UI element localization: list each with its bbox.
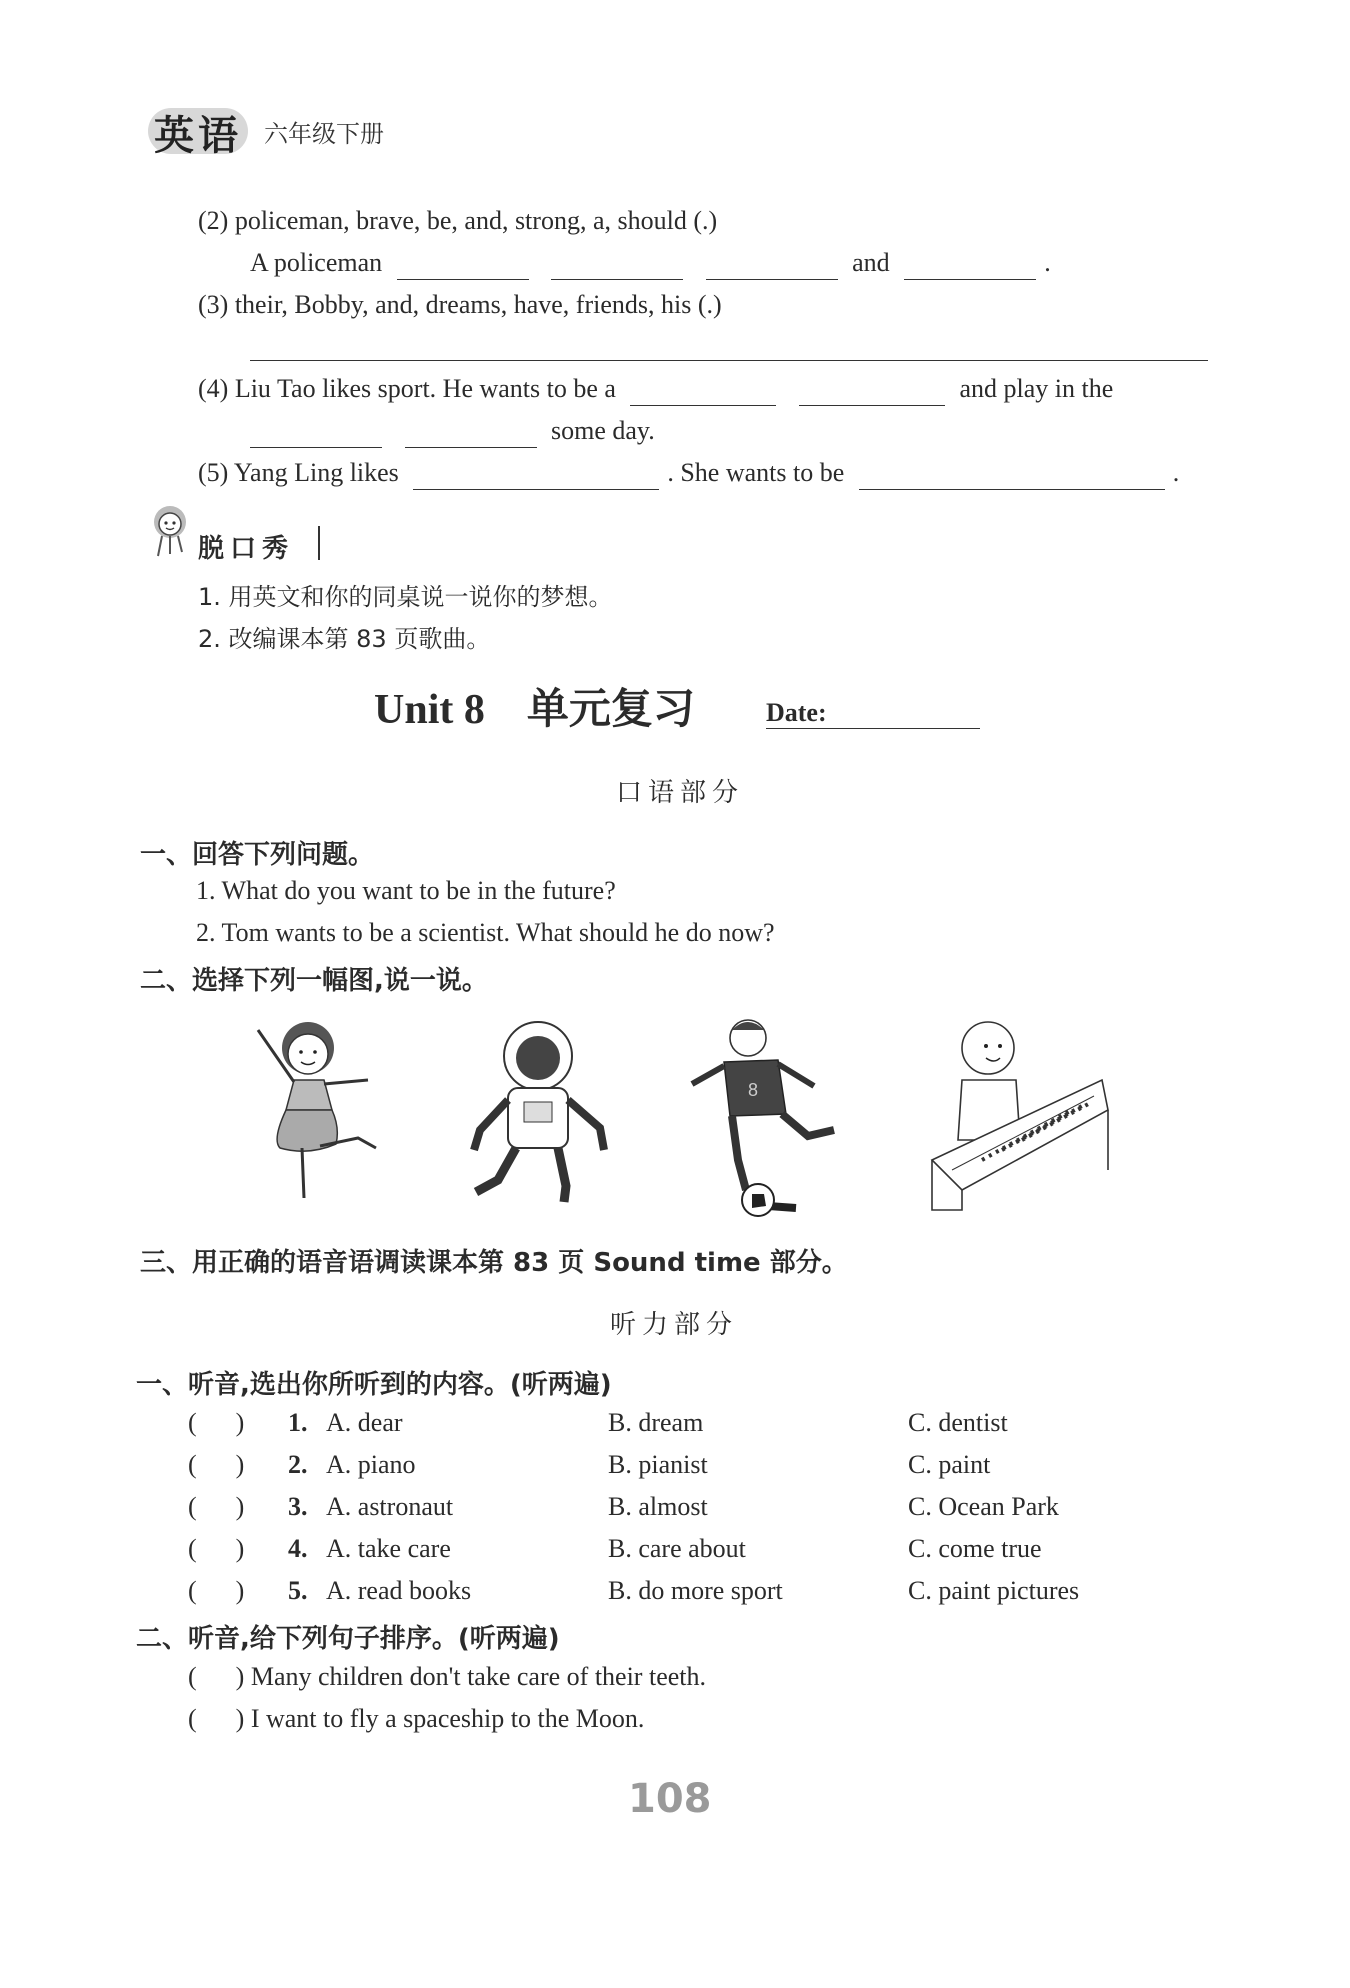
q5-label: (5) bbox=[198, 458, 229, 487]
talk-show-item-2: 2. 改编课本第 83 页歌曲。 bbox=[198, 625, 491, 653]
choice-number: 2. bbox=[288, 1450, 308, 1479]
ordering-sentence bbox=[188, 1660, 706, 1694]
option-c: C. paint bbox=[908, 1450, 991, 1479]
answer-paren[interactable]: ( ) bbox=[188, 1492, 245, 1521]
q5-end: . bbox=[1172, 458, 1180, 487]
choice-number: 1. bbox=[288, 1408, 308, 1437]
answer-blank[interactable] bbox=[904, 253, 1036, 280]
answer-blank[interactable] bbox=[551, 253, 683, 280]
choice-number: 4. bbox=[288, 1534, 308, 1563]
answer-blank[interactable] bbox=[706, 253, 838, 280]
option-a: A. dear bbox=[326, 1408, 403, 1437]
answer-paren[interactable]: ( ) bbox=[188, 1534, 245, 1563]
option-a: A. astronaut bbox=[326, 1492, 454, 1521]
talk-show-item-1: 1. 用英文和你的同桌说一说你的梦想。 bbox=[198, 583, 613, 611]
q2-label: (2) bbox=[198, 206, 229, 235]
option-a: A. take care bbox=[326, 1534, 451, 1563]
answer-paren[interactable]: ( ) bbox=[188, 1576, 245, 1605]
option-b: B. do more sport bbox=[608, 1576, 783, 1605]
order-paren[interactable]: ( ) bbox=[188, 1704, 245, 1733]
oral-section-1-title: 一、回答下列问题。 bbox=[140, 840, 375, 870]
choice-row bbox=[188, 1490, 1128, 1526]
answer-blank[interactable] bbox=[413, 463, 659, 490]
header-subject: 英语 bbox=[154, 113, 242, 159]
q3-words: their, Bobby, and, dreams, have, friends, his (.) bbox=[234, 290, 722, 319]
q4-end: some day. bbox=[551, 416, 655, 445]
header-grade: 六年级下册 bbox=[264, 120, 384, 148]
oral-section-3-title: 三、用正确的语音语调读课本第 83 页 Sound time 部分。 bbox=[140, 1248, 848, 1278]
q3-label: (3) bbox=[198, 290, 229, 319]
svg-text:8: 8 bbox=[748, 1080, 759, 1100]
football-player-picture[interactable] bbox=[686, 1010, 846, 1220]
q2-and: and bbox=[852, 248, 890, 277]
answer-blank[interactable] bbox=[405, 421, 537, 448]
unit-title: Unit 8 单元复习 bbox=[374, 687, 695, 733]
question-3 bbox=[198, 288, 722, 322]
answer-blank[interactable] bbox=[859, 463, 1165, 490]
answer-blank[interactable] bbox=[630, 379, 776, 406]
page-number: 108 bbox=[628, 1776, 712, 1822]
option-c: C. dentist bbox=[908, 1408, 1008, 1437]
q3-answer-line[interactable] bbox=[250, 360, 1208, 361]
astronaut-picture[interactable] bbox=[452, 1010, 622, 1210]
listening-section-2-title: 二、听音,给下列句子排序。(听两遍) bbox=[136, 1624, 560, 1654]
choice-number: 5. bbox=[288, 1576, 308, 1605]
choice-row bbox=[188, 1574, 1128, 1610]
answer-blank[interactable] bbox=[250, 421, 382, 448]
q2-start: A policeman bbox=[250, 248, 383, 277]
oral-section-2-title: 二、选择下列一幅图,说一说。 bbox=[140, 966, 488, 996]
answer-blank[interactable] bbox=[397, 253, 529, 280]
option-c: C. come true bbox=[908, 1534, 1042, 1563]
sentence-text: Many children don't take care of their teeth. bbox=[250, 1662, 706, 1691]
option-b: B. pianist bbox=[608, 1450, 708, 1479]
q2-end: . bbox=[1044, 248, 1051, 277]
option-c: C. paint pictures bbox=[908, 1576, 1080, 1605]
oral-question-1: 1. What do you want to be in the future? bbox=[196, 876, 616, 905]
q4-label: (4) bbox=[198, 374, 229, 403]
listening-heading: 听力部分 bbox=[610, 1310, 739, 1340]
answer-paren[interactable]: ( ) bbox=[188, 1450, 245, 1479]
date-label: Date: bbox=[766, 698, 827, 727]
question-2-answer bbox=[250, 246, 1051, 280]
ordering-sentence bbox=[188, 1702, 644, 1736]
date-line[interactable] bbox=[766, 728, 980, 729]
q4-mid: and play in the bbox=[959, 374, 1114, 403]
question-5 bbox=[198, 456, 1179, 490]
question-4-cont bbox=[242, 414, 655, 448]
option-b: B. dream bbox=[608, 1408, 704, 1437]
option-a: A. piano bbox=[326, 1450, 416, 1479]
choice-row bbox=[188, 1532, 1128, 1568]
option-a: A. read books bbox=[326, 1576, 472, 1605]
q2-words: policeman, brave, be, and, strong, a, should (.) bbox=[234, 206, 718, 235]
pianist-picture[interactable] bbox=[922, 1010, 1112, 1220]
choice-row bbox=[188, 1448, 1128, 1484]
choice-number: 3. bbox=[288, 1492, 308, 1521]
talk-show-title: 脱口秀 bbox=[198, 534, 295, 564]
order-paren[interactable]: ( ) bbox=[188, 1662, 245, 1691]
sentence-text: I want to fly a spaceship to the Moon. bbox=[250, 1704, 645, 1733]
option-c: C. Ocean Park bbox=[908, 1492, 1059, 1521]
question-2 bbox=[198, 204, 717, 238]
listening-section-1-title: 一、听音,选出你所听到的内容。(听两遍) bbox=[136, 1370, 612, 1400]
answer-paren[interactable]: ( ) bbox=[188, 1408, 245, 1437]
choice-row bbox=[188, 1406, 1128, 1442]
question-4 bbox=[198, 372, 1113, 406]
talk-show-icon bbox=[144, 500, 200, 560]
option-b: B. care about bbox=[608, 1534, 746, 1563]
header bbox=[148, 100, 408, 160]
oral-heading: 口语部分 bbox=[616, 778, 745, 808]
q4-start: Liu Tao likes sport. He wants to be a bbox=[234, 374, 616, 403]
dancer-picture[interactable] bbox=[228, 1010, 388, 1210]
oral-question-2: 2. Tom wants to be a scientist. What should he do now? bbox=[196, 918, 775, 947]
option-b: B. almost bbox=[608, 1492, 708, 1521]
answer-blank[interactable] bbox=[799, 379, 945, 406]
talk-show-divider bbox=[318, 526, 320, 560]
q5-start: Yang Ling likes bbox=[233, 458, 399, 487]
q5-mid: . She wants to be bbox=[667, 458, 845, 487]
